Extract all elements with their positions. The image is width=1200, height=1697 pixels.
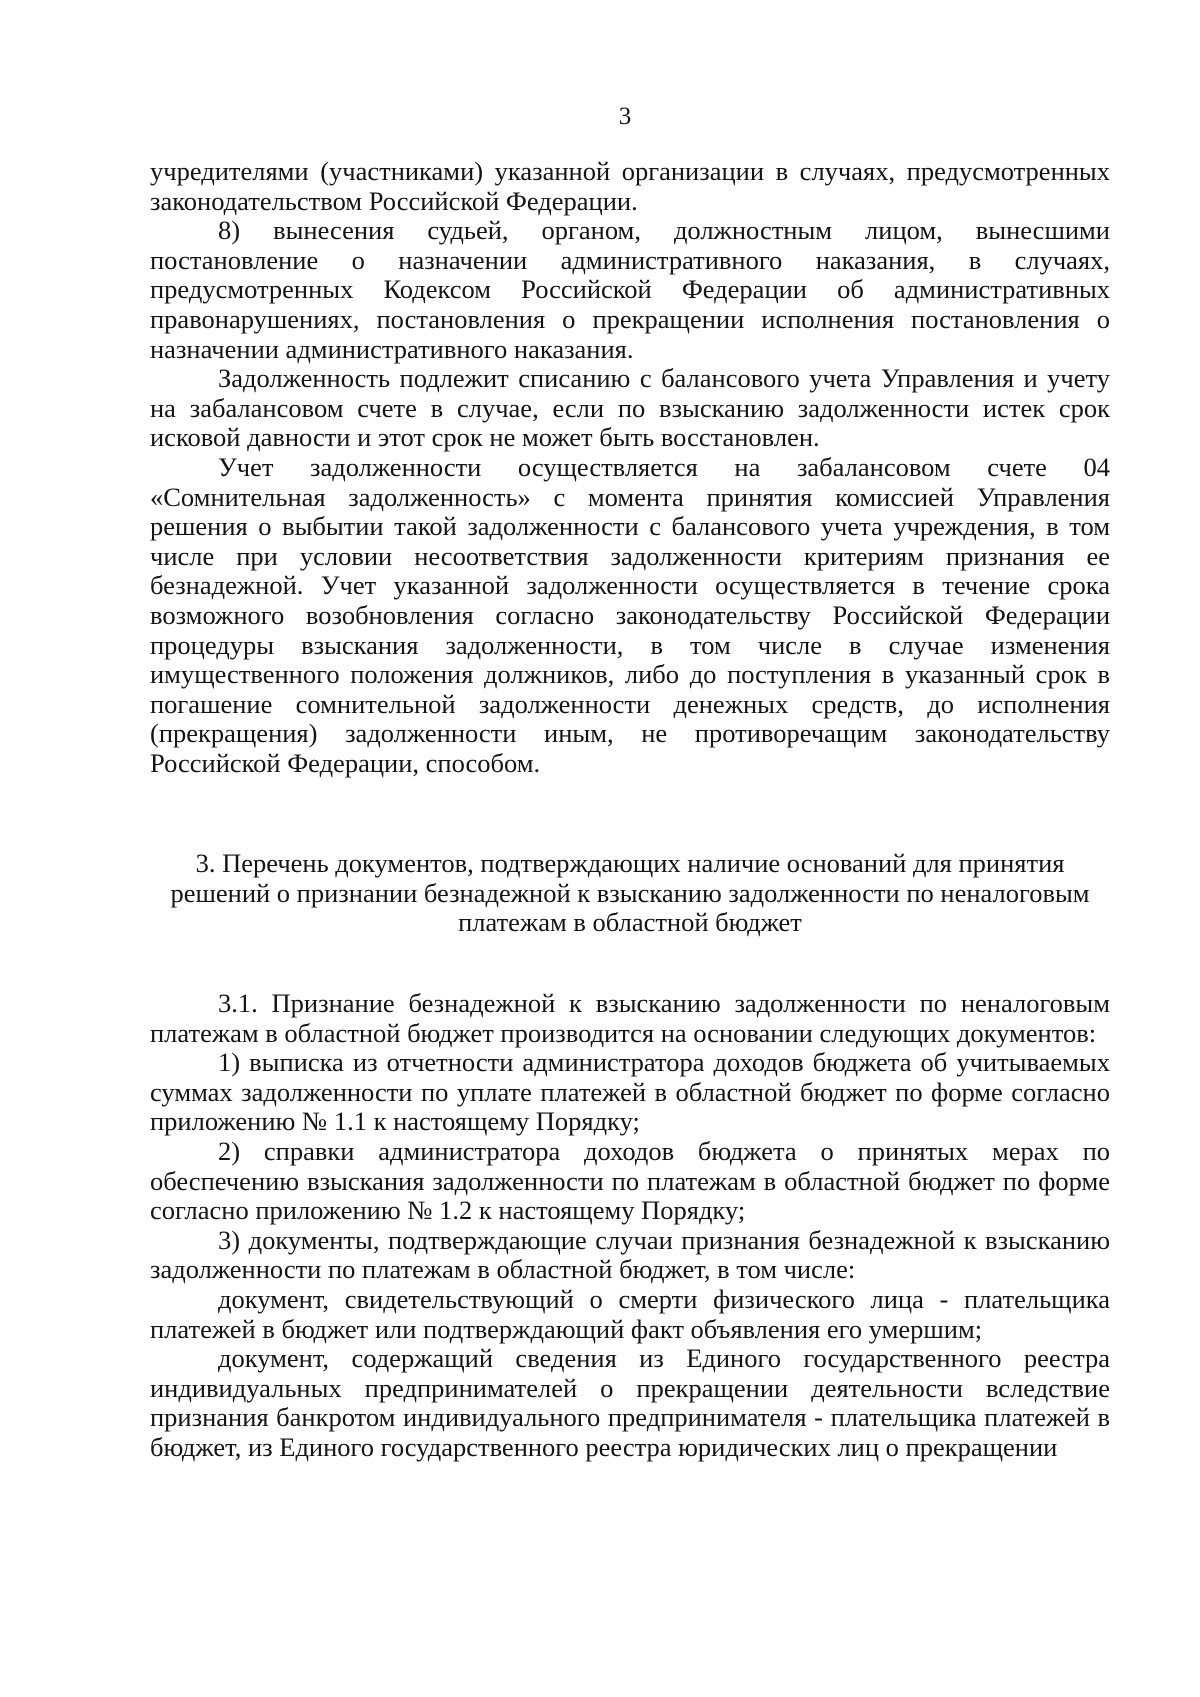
body-text-top (150, 157, 1110, 778)
list-item-3: 3) документы, подтверждающие случаи признания безнадежной к взысканию задолженности по платежам в областной бюджет, в том числе: (150, 1224, 1110, 1285)
paragraph-registry-document: документ, содержащий сведения из Единого государственного реестра индивидуальных предпринимателей о прекращении деятельности вследствие признания банкротом индивидуального предпринимателя - плательщика платежей в бюджет, из Единого государственного реестра юридических лиц о прекращении (150, 1343, 1110, 1462)
section-heading (150, 849, 1110, 938)
list-item-2: 2) справки администратора доходов бюджета о принятых мерах по обеспечению взыскания задолженности по платежам в областной бюджет по форме согласно приложению № 1.2 к настоящему Порядку; (150, 1135, 1110, 1226)
paragraph-death-document: документ, свидетельствующий о смерти физического лица - плательщика платежей в бюджет или подтверждающий факт объявления его умершим; (150, 1283, 1110, 1344)
section-heading-line: платежам в областной бюджет (458, 907, 802, 938)
section-heading-line: решений о признании безнадежной к взысканию задолженности по неналоговым (170, 877, 1090, 908)
paragraph-writeoff: Задолженность подлежит списанию с балансового учета Управления и учету на забалансовом счете в случае, если по взысканию задолженности истек срок исковой давности и этот срок не может быть восстановлен. (150, 363, 1110, 453)
paragraph-continuation: учредителями (участниками) указанной организации в случаях, предусмотренных законодательством Российской Федерации. (150, 156, 1110, 216)
section-3-body (150, 989, 1110, 1463)
list-item-1: 1) выписка из отчетности администратора доходов бюджета об учитываемых суммах задолженности по уплате платежей в областной бюджет по форме согласно приложению № 1.1 к настоящему Порядку; (150, 1047, 1110, 1137)
page-number: 3 (618, 103, 632, 130)
paragraph-offbalance-accounting: Учет задолженности осуществляется на забалансовом счете 04 «Сомнительная задолженность» с момента принятия комиссией Управления решения о выбытии такой задолженности с балансового учета учреждения, в том числе при условии несоответствия задолженности критериям признания ее безнадежной. Учет указанной задолженности осуществляется в течение срока возможного возобновления согласно законодательству Российской Федерации процедуры взыскания задолженности, в том числе в случае изменения имущественного положения должников, либо до поступления в указанный срок в погашение сомнительной задолженности денежных средств, до исполнения (прекращения) задолженности иным, не противоречащим законодательству Российской Федерации, способом. (150, 451, 1110, 778)
paragraph-item-8: 8) вынесения судьей, органом, должностным лицом, вынесшими постановление о назначении административного наказания, в случаях, предусмотренных Кодексом Российской Федерации об административных правонарушениях, постановления о прекращении исполнения постановления о назначении административного наказания. (150, 215, 1110, 364)
paragraph-3-1: 3.1. Признание безнадежной к взысканию задолженности по неналоговым платежам в областной бюджет производится на основании следующих документов: (150, 988, 1110, 1048)
section-heading-line: 3. Перечень документов, подтверждающих наличие оснований для принятия (195, 848, 1065, 878)
